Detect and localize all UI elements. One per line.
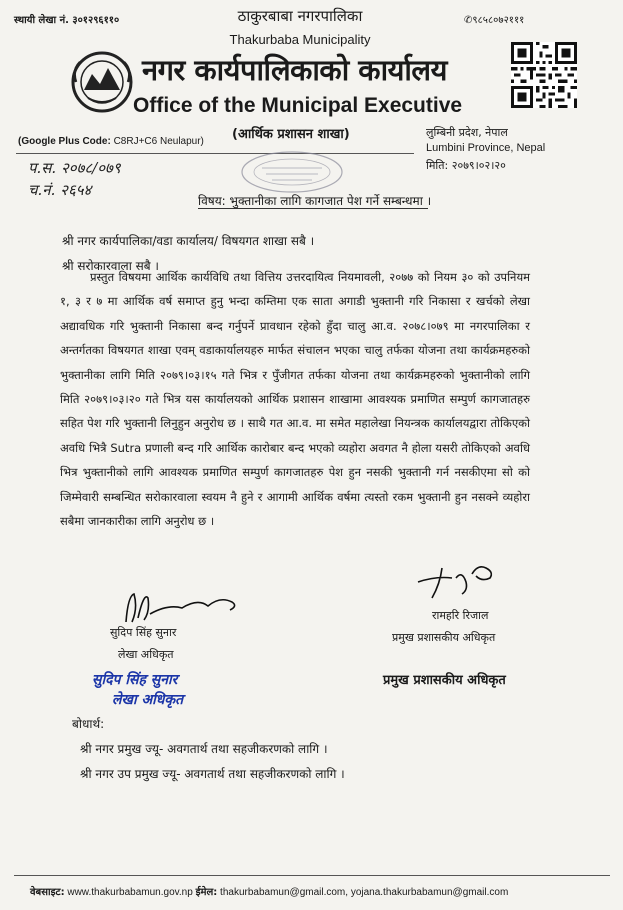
signature-right	[412, 560, 512, 600]
cc-label: बोधार्थ:	[72, 717, 105, 731]
footer	[30, 884, 508, 898]
google-plus-code	[18, 136, 204, 147]
signature-left	[108, 588, 248, 628]
stamp-left-title: लेखा अधिकृत	[112, 692, 184, 708]
signatory-right-name: रामहरि रिजाल	[432, 609, 489, 622]
registration-number: स्थायी लेखा नं. ३०१२९६११०	[14, 15, 120, 26]
google-plus-label: (Google Plus Code:	[18, 136, 111, 147]
cc-item: श्री नगर उप प्रमुख ज्यू- अवगतार्थ तथा सहजीकरणको लागि ।	[80, 767, 345, 781]
footer-divider	[14, 875, 610, 876]
letter-number: प.स. २०७८/०७९	[28, 159, 121, 177]
recipient-line-2: श्री सरोकारवाला सबै ।	[62, 259, 159, 273]
letter-body-paragraph: प्रस्तुत विषयमा आर्थिक कार्यविधि तथा वित्तिय उत्तरदायित्व नियमावली, २०७७ को नियम ३० को उपनियम १, ३ र ७ मा आर्थिक वर्ष समाप्त हुनु भन्दा कम्तिमा एक साता अगाडी भुक्तानी गरि निकासा र खर्चको लेखा अद्यावधिक गरि भुक्तानी निकासा बन्द गर्नुपर्ने प्रावधान रहेको हुँदा चालु आ.व. २०७८।०७९ मा नगरपालिका र अन्तर्गतका विषयगत शाखा एवम् वडाकार्यालयहरु मार्फत संचालन भएका चालु तर्फका योजना तथा कार्यक्रमहरुको भुक्तानीका लागि मिति २०७९।०३।१५ गते भित्र र पुँजीगत तर्फका योजना तथा कार्यक्रमहरुको भुक्तानीको लागि मिति २०७९।०३।२० गते भित्र यस कार्यालयको आर्थिक प्रशासन शाखामा आवश्यक प्रमाणित सम्पुर्ण कागजातहरु सहित पेश गरि भुक्तानी लिनुहुन अनुरोध छ । साथै गत आ.व. मा समेत महालेखा नियन्त्रक कार्यालयद्वारा तोकिएको अवधि भित्रै Sutra प्रणाली बन्द गरि आर्थिक कारोबार बन्द भएको व्यहोरा अवगत नै होला यसरी तोकिएको अवधि भित्र भुक्तानीको लागि आवश्यक प्रमाणित सम्पुर्ण कागजातहरु पेश हुन नसकी भुक्तानी गर्न नसकीएमा सो को जिम्मेवारी सम्बन्धित सरोकारवाला स्वयम नै हुने र आगामी आर्थिक वर्षमा त्यस्तो रकम भुक्तानी हुन नसक्ने व्यहोरा सबैमा जानकारीका लागि अनुरोध छ ।	[60, 270, 530, 529]
qr-code-icon	[511, 42, 577, 108]
website-label: वेबसाइट:	[30, 887, 65, 898]
address-nepali: लुम्बिनी प्रदेश, नेपाल	[426, 126, 508, 139]
phone-number: ✆९८५८०७२१११	[464, 15, 525, 26]
cc-item: श्री नगर प्रमुख ज्यू- अवगतार्थ तथा सहजीकरणको लागि ।	[80, 742, 328, 756]
stamp-left-name: सुदिप सिंह सुनार	[92, 672, 178, 688]
signatory-left-title: लेखा अधिकृत	[118, 648, 174, 661]
letter-subject: विषय: भुक्तानीका लागि कागजात पेश गर्ने सम्बन्धमा ।	[198, 194, 432, 208]
email-addresses[interactable]: thakurbabamun@gmail.com, yojana.thakurbabamun@gmail.com	[220, 887, 509, 898]
header-divider	[16, 153, 414, 154]
org-name-english: Thakurbaba Municipality	[229, 32, 371, 47]
website-link[interactable]: www.thakurbabamun.gov.np	[67, 887, 193, 898]
signatory-right-typed-title: प्रमुख प्रशासकीय अधिकृत	[383, 673, 506, 688]
google-plus-value: C8RJ+C6 Neulapur)	[113, 136, 204, 147]
signatory-left-name: सुदिप सिंह सुनार	[110, 626, 177, 639]
email-label: ईमेल:	[195, 887, 218, 898]
letter-date: मिति: २०७९।०२।२०	[426, 159, 506, 172]
municipality-emblem-icon	[70, 50, 134, 114]
office-seal-stamp	[232, 148, 352, 196]
office-title-nepali: नगर कार्यपालिकाको कार्यालय	[142, 53, 447, 87]
branch-name: (आर्थिक प्रशासन शाखा)	[232, 127, 350, 142]
org-name-nepali: ठाकुरबाबा नगरपालिका	[237, 7, 363, 25]
dispatch-number: च.नं. २६५४	[28, 181, 92, 199]
office-title-english: Office of the Municipal Executive	[133, 94, 463, 117]
letter-body	[60, 265, 530, 533]
subject-underline	[198, 208, 428, 209]
signatory-right-title: प्रमुख प्रशासकीय अधिकृत	[392, 631, 496, 644]
recipient-line-1: श्री नगर कार्यपालिका/वडा कार्यालय/ विषयगत शाखा सबै ।	[62, 234, 315, 248]
address-english: Lumbini Province, Nepal	[426, 142, 546, 154]
